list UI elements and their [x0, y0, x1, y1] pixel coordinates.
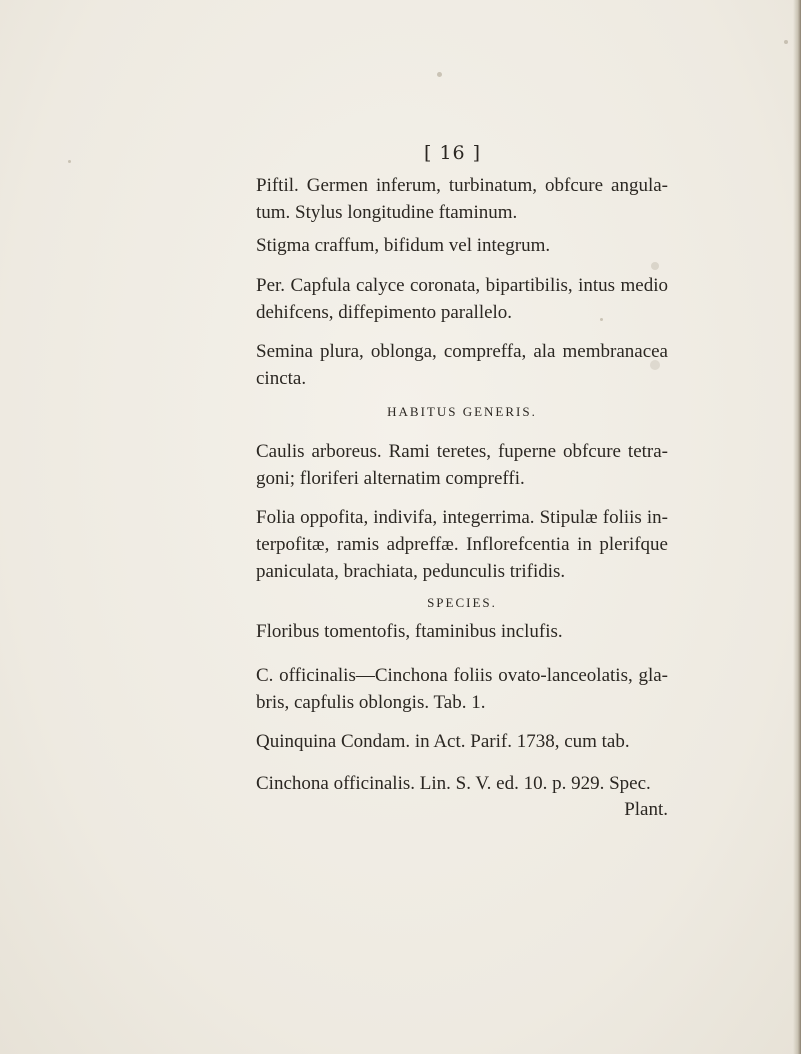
heading-species: SPECIES.: [427, 595, 497, 610]
page-number: [ 16 ]: [424, 142, 482, 164]
foxing-spot: [784, 40, 788, 44]
foxing-spot: [437, 72, 442, 77]
page-edge: [793, 0, 801, 1054]
paragraph-quinquina: Quinquina Condam. in Act. Parif. 1738, cum tab.: [256, 731, 630, 752]
paragraph-caulis: Caulis arboreus. Rami teretes, fuperne obfcure tetra-goni; floriferi alternatim compreffi.: [256, 441, 668, 489]
paragraph-pistil: Piftil. Germen inferum, turbinatum, obfcure angula-tum. Stylus longitudine ftaminum.: [256, 175, 668, 223]
foxing-spot: [651, 262, 659, 270]
paragraph-floribus: Floribus tomentofis, ftaminibus inclufis.: [256, 621, 563, 642]
paragraph-semina: Semina plura, oblonga, compreffa, ala membranacea cincta.: [256, 341, 668, 389]
paragraph-plant: Plant.: [624, 799, 668, 820]
paragraph-cinchona-lin: Cinchona officinalis. Lin. S. V. ed. 10. p. 929. Spec.: [256, 773, 651, 794]
paragraph-folia: Folia oppofita, indivifa, integerrima. Stipulæ foliis in-terpofitæ, ramis adpreffæ. Inflorefcentia in plerifque paniculata, brachiata, pedunculis trifidis.: [256, 507, 668, 582]
paragraph-officinalis: C. officinalis—Cinchona foliis ovato-lanceolatis, gla-bris, capfulis oblongis. Tab. 1.: [256, 665, 668, 713]
paragraph-stigma: Stigma craffum, bifidum vel integrum.: [256, 235, 551, 256]
heading-habitus: HABITUS GENERIS.: [387, 404, 537, 419]
foxing-spot: [68, 160, 71, 163]
paragraph-pericarp: Per. Capfula calyce coronata, bipartibilis, intus medio dehifcens, diffepimento parallelo.: [256, 275, 668, 323]
